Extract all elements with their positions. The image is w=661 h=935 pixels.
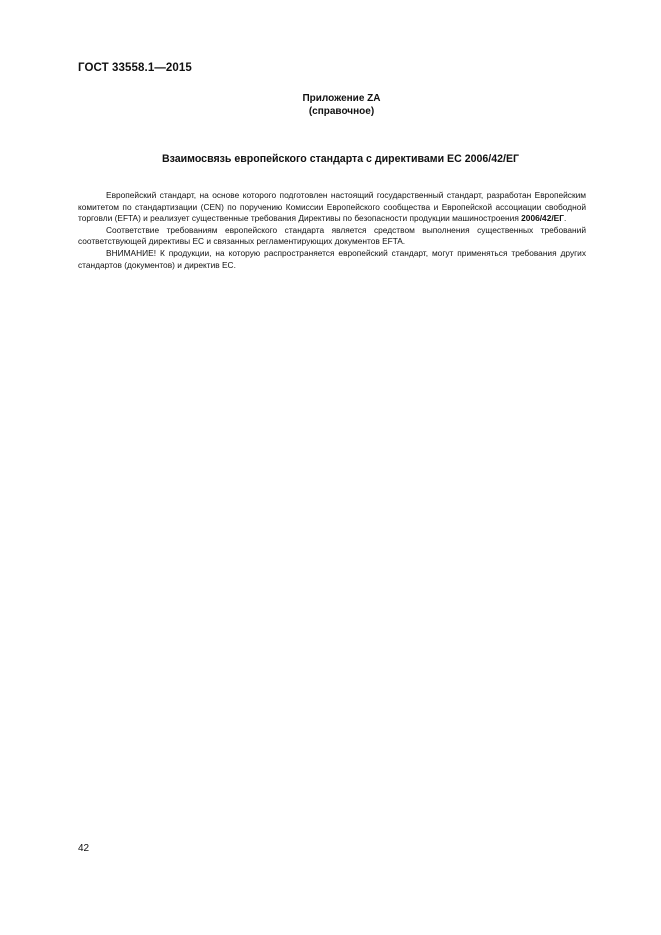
annex-type: (справочное) bbox=[308, 106, 375, 117]
document-code: ГОСТ 33558.1—2015 bbox=[78, 62, 192, 74]
annex-heading bbox=[0, 92, 661, 118]
page-number: 42 bbox=[78, 843, 90, 854]
annex-label: Приложение ZA bbox=[302, 93, 381, 104]
annex-body bbox=[78, 190, 586, 271]
paragraph-2: Соответствие требованиям европейского стандарта является средством выполнения существенных требований соответствующей директивы ЕС и связанных регламентирующих документов EFTA. bbox=[78, 224, 586, 247]
paragraph-1 bbox=[78, 190, 586, 225]
paragraph-1-text: Европейский стандарт, на основе которого подготовлен настоящий государственный стандарт, разработан Европейским комитетом по стандартизации (CEN) по поручению Комиссии Европейского сообщества и Европейской ассоциации свободной торговли (EFTA) и реализует существенные требования Директивы по безопасности продукции машиностроения bbox=[78, 190, 586, 224]
directive-reference: 2006/42/ЕГ bbox=[521, 213, 564, 224]
annex-title: Взаимосвязь европейского стандарта с директивами ЕС 2006/42/ЕГ bbox=[161, 153, 520, 165]
paragraph-1-end: . bbox=[563, 213, 567, 224]
paragraph-3: ВНИМАНИЕ! К продукции, на которую распространяется европейский стандарт, могут применяться требования других стандартов (документов) и директив ЕС. bbox=[78, 247, 586, 270]
